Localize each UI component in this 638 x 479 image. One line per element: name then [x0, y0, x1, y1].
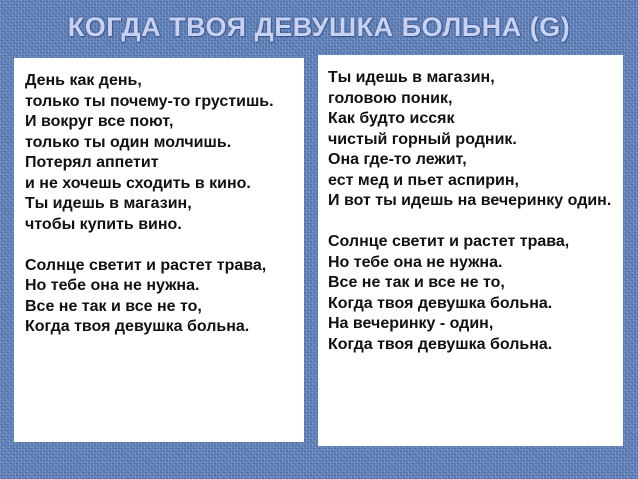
lyric-line: ест мед и пьет аспирин, — [328, 171, 519, 189]
lyric-line: Все не так и все не то, — [25, 297, 202, 315]
slide-title: КОГДА ТВОЯ ДЕВУШКА БОЛЬНА (G) — [67, 12, 571, 42]
lyric-line — [328, 212, 617, 233]
lyric-line: Она где-то лежит, — [328, 151, 467, 168]
lyric-line: чистый горный родник. — [328, 130, 517, 148]
lyric-line: головою поник, — [328, 89, 453, 107]
lyric-line: И вокруг все поют, — [25, 113, 174, 130]
lyric-line: Солнце светит и растет трава, — [25, 256, 267, 274]
lyric-line: и не хочешь сходить в кино. — [25, 174, 251, 192]
lyric-line: Как будто иссяк — [328, 110, 455, 127]
lyric-line — [25, 235, 298, 256]
lyric-line: Когда твоя девушка больна. — [328, 335, 553, 353]
lyric-line: Но тебе она не нужна. — [328, 253, 503, 271]
lyric-line: На вечеринку - один, — [328, 315, 494, 332]
lyric-line: Ты идешь в магазин, — [328, 69, 495, 86]
lyric-line: Потерял аппетит — [25, 154, 159, 171]
lyric-line: чтобы купить вино. — [25, 215, 182, 233]
lyric-line: только ты почему-то грустишь. — [25, 92, 274, 110]
lyric-line: Ты идешь в магазин, — [25, 195, 192, 212]
lyric-line: День как день, — [25, 72, 142, 89]
lyric-line: Когда твоя девушка больна. — [328, 294, 553, 312]
lyric-line: Когда твоя девушка больна. — [25, 318, 250, 335]
lyric-line: Солнце светит и растет трава, — [328, 233, 570, 250]
lyric-line: И вот ты идешь на вечеринку один. — [328, 192, 612, 209]
lyrics-box-right — [318, 55, 623, 446]
lyrics-box-left — [14, 58, 304, 442]
lyric-line: Но тебе она не нужна. — [25, 277, 200, 294]
lyric-line: только ты один молчишь. — [25, 133, 232, 151]
lyric-line: Все не так и все не то, — [328, 274, 505, 291]
